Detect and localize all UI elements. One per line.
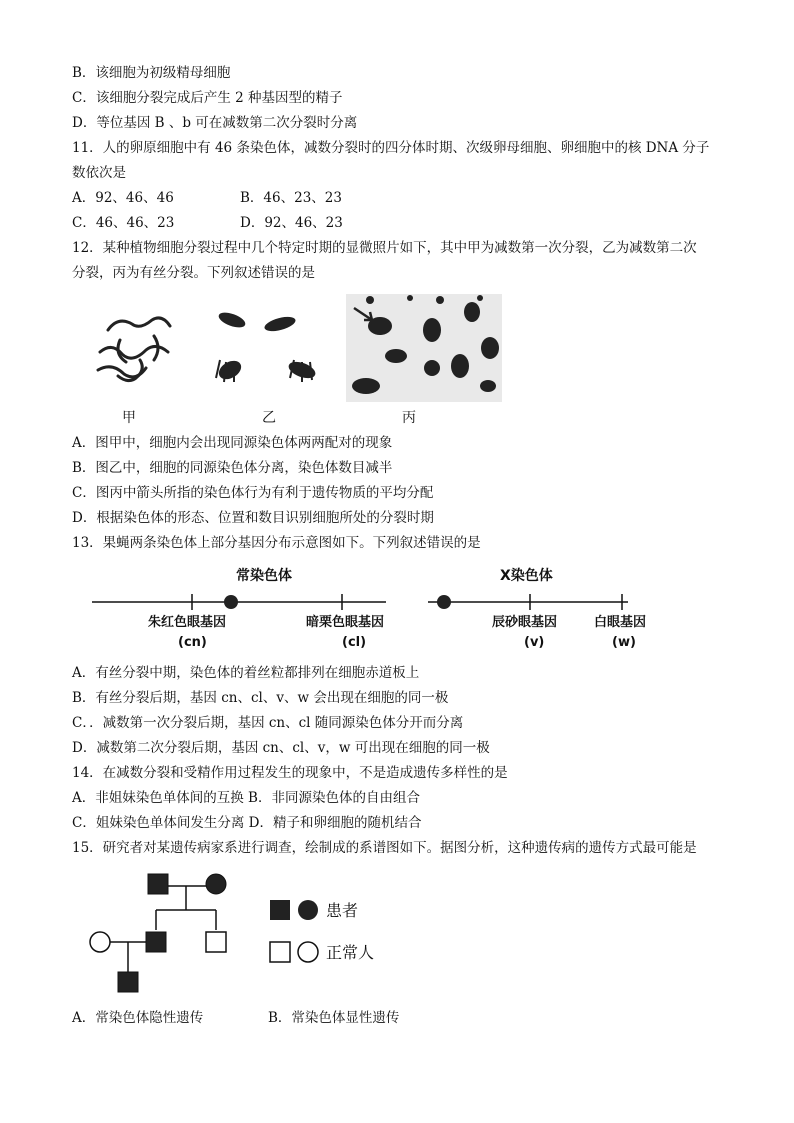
q15-pedigree-figure xyxy=(86,868,396,1000)
gene-cn-name: 朱红色眼基因 xyxy=(148,615,227,630)
q11-stem-line1: 11．人的卵原细胞中有 46 条染色体，减数分裂时的四分体时期、次级卵母细胞、卵细胞中的核 DNA 分子 xyxy=(72,140,710,156)
micrograph-jia xyxy=(98,318,170,381)
q13-option-a: A．有丝分裂中期，染色体的着丝粒都排列在细胞赤道板上 xyxy=(72,665,420,681)
q14-options-cd: C．姐妹染色单体间发生分离 D．精子和卵细胞的随机结合 xyxy=(72,815,422,831)
q12-option-d: D．根据染色体的形态、位置和数目识别细胞所处的分裂时期 xyxy=(72,510,434,526)
affected-male-symbol xyxy=(118,972,138,992)
gene-w-symbol: (w) xyxy=(612,635,636,650)
q13-stem: 13．果蝇两条染色体上部分基因分布示意图如下。下列叙述错误的是 xyxy=(72,535,481,551)
q13-option-d: D．减数第二次分裂后期，基因 cn、cl、v，w 可出现在细胞的同一极 xyxy=(72,740,490,756)
gene-cn-symbol: (cn) xyxy=(178,635,207,650)
affected-female-symbol xyxy=(206,874,226,894)
q15-option-a: A．常染色体隐性遗传 xyxy=(72,1010,204,1026)
q11-options-row2 xyxy=(72,214,343,232)
autosome-title: 常染色体 xyxy=(236,568,292,584)
q15-option-b: B．常染色体显性遗传 xyxy=(268,1010,400,1026)
affected-male-symbol xyxy=(146,932,166,952)
q12-stem-line1: 12．某种植物细胞分裂过程中几个特定时期的显微照片如下，其中甲为减数第一次分裂，乙为减数第二次 xyxy=(72,240,697,256)
q13-option-c: C．．减数第一次分裂后期，基因 cn、cl 随同源染色体分开而分离 xyxy=(72,715,464,731)
q13-gene-map-figure xyxy=(86,560,666,654)
gene-cl-name: 暗栗色眼基因 xyxy=(306,615,385,630)
affected-male-symbol xyxy=(148,874,168,894)
label-jia: 甲 xyxy=(122,410,136,426)
autosome-diagram xyxy=(92,567,386,650)
legend-patient-label: 患者 xyxy=(326,901,359,920)
centromere xyxy=(224,595,238,609)
q12-option-c: C．图丙中箭头所指的染色体行为有利于遗传物质的平均分配 xyxy=(72,485,434,501)
label-bing: 丙 xyxy=(402,410,416,426)
centromere xyxy=(437,595,451,609)
gene-cl-symbol: (cl) xyxy=(342,635,367,650)
q10-option-c: C．该细胞分裂完成后产生 2 种基因型的精子 xyxy=(72,90,343,106)
q12-option-b: B．图乙中，细胞的同源染色体分离，染色体数目减半 xyxy=(72,460,393,476)
q11-stem-line2: 数依次是 xyxy=(72,165,126,181)
gene-v-name: 辰砂眼基因 xyxy=(492,615,558,630)
q11-option-c: C．46、46、23 xyxy=(72,215,175,231)
micrograph-yi xyxy=(216,310,318,383)
q11-options-row1 xyxy=(72,189,342,207)
q10-option-b: B．该细胞为初级精母细胞 xyxy=(72,65,231,81)
q12-option-a: A．图甲中，细胞内会出现同源染色体两两配对的现象 xyxy=(72,435,393,451)
gene-w-name: 白眼基因 xyxy=(594,615,647,630)
q14-stem: 14．在减数分裂和受精作用过程发生的现象中，不是造成遗传多样性的是 xyxy=(72,765,508,781)
q15-options-row xyxy=(72,1009,399,1027)
x-chromosome-diagram xyxy=(428,567,646,650)
q10-option-d: D．等位基因 B 、b 可在减数第二次分裂时分离 xyxy=(72,115,358,131)
x-chromosome-title: X染色体 xyxy=(500,568,553,584)
legend-normal-label: 正常人 xyxy=(326,943,375,962)
q15-stem: 15．研究者对某遗传病家系进行调查，绘制成的系谱图如下。据图分析，这种遗传病的遗传方式最可能是 xyxy=(72,840,697,856)
normal-male-symbol xyxy=(206,932,226,952)
q12-stem-line2: 分裂，丙为有丝分裂。下列叙述错误的是 xyxy=(72,265,315,281)
q11-option-b: B．46、23、23 xyxy=(240,190,342,206)
pedigree-lines xyxy=(110,886,216,972)
pedigree-legend xyxy=(270,900,374,962)
gene-v-symbol: (v) xyxy=(524,635,545,650)
normal-female-symbol xyxy=(90,932,110,952)
q11-option-a: A．92、46、46 xyxy=(72,190,174,206)
q14-options-ab: A．非姐妹染色单体间的互换 B．非同源染色体的自由组合 xyxy=(72,790,420,806)
q13-option-b: B．有丝分裂后期，基因 cn、cl、v、w 会出现在细胞的同一极 xyxy=(72,690,449,706)
q12-micrograph-figure xyxy=(80,290,510,430)
label-yi: 乙 xyxy=(262,410,276,426)
micrograph-bing xyxy=(346,294,502,402)
q11-option-d: D．92、46、23 xyxy=(240,215,343,231)
